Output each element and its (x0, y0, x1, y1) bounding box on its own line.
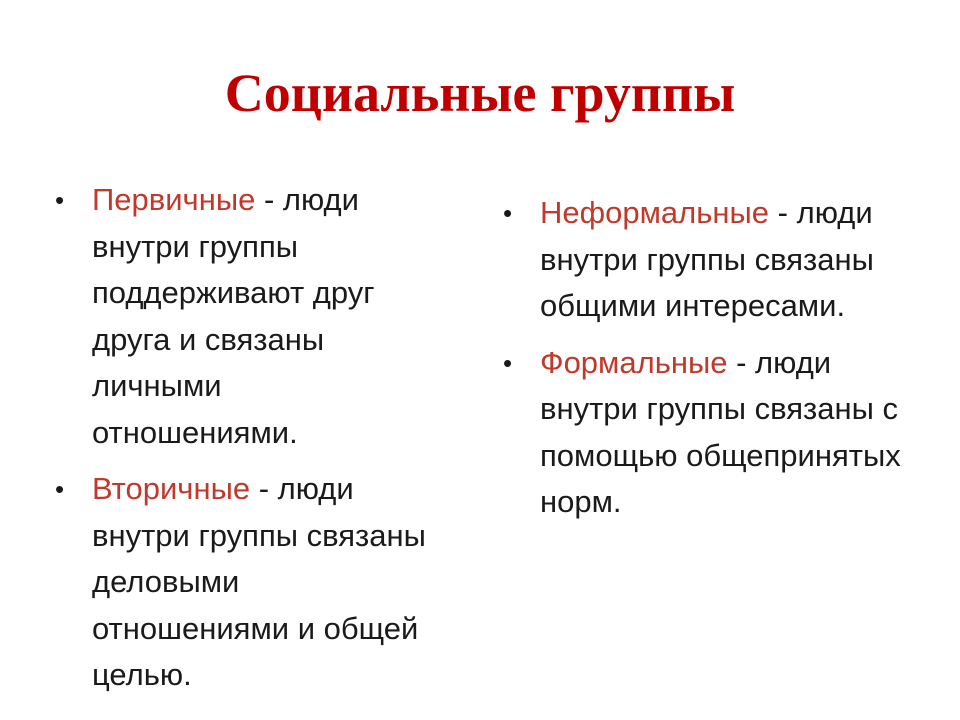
bullet-icon: • (503, 198, 513, 228)
description-primary: - люди внутри группы поддерживают друг друга и связаны личными отношениями. (92, 182, 375, 450)
term-primary: Первичные (92, 182, 256, 217)
description-secondary: - люди внутри группы связаны деловыми отношениями и общей целью. (92, 471, 426, 692)
left-bullet-list (55, 177, 435, 699)
bullet-item-primary (55, 177, 435, 456)
bullet-icon: • (55, 474, 65, 504)
description-informal: - люди внутри группы связаны общими интересами. (540, 195, 874, 323)
bullet-item-secondary (55, 466, 435, 699)
description-formal: - люди внутри группы связаны с помощью общепринятых норм. (540, 344, 901, 519)
bullet-icon: • (55, 185, 65, 215)
bullet-item-formal (503, 340, 903, 526)
term-formal: Формальные (540, 344, 728, 380)
right-bullet-list (503, 190, 903, 526)
term-secondary: Вторичные (92, 471, 251, 506)
bullet-icon: • (503, 347, 513, 378)
slide-title: Социальные группы (224, 63, 736, 123)
bullet-item-informal (503, 190, 903, 330)
term-informal: Неформальные (540, 195, 770, 230)
